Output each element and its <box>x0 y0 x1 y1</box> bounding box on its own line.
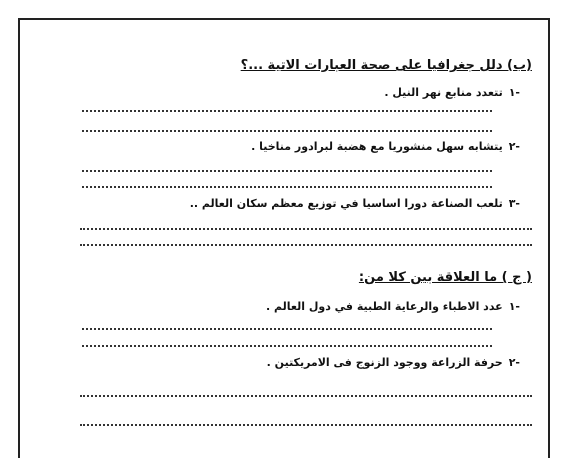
item-number: -٢ <box>508 356 520 369</box>
item-text: يتشابه سهل منشوريا مع هضبة لبرادور مناخيا . <box>251 140 503 153</box>
section-c-item-2 <box>267 356 520 369</box>
answer-line <box>82 328 492 330</box>
section-b-item-1 <box>384 86 520 99</box>
answer-line <box>82 130 492 132</box>
item-number: -١ <box>508 86 520 99</box>
item-number: -٢ <box>508 140 520 153</box>
item-text: تلعب الصناعة دورا اساسيا في توزيع معظم سكان العالم .. <box>189 197 503 210</box>
item-number: -٣ <box>508 197 520 210</box>
worksheet-page <box>18 18 550 458</box>
answer-line <box>80 244 532 246</box>
answer-line <box>82 110 492 112</box>
item-text: تتعدد منابع نهر النيل . <box>384 86 503 99</box>
item-number: -١ <box>508 300 520 313</box>
section-b-item-2 <box>251 140 520 153</box>
section-c-title: ( ج ) ما العلاقة بين كلا من: <box>358 270 532 285</box>
answer-line <box>80 228 532 230</box>
section-b-item-3 <box>190 197 520 210</box>
answer-line <box>82 170 492 172</box>
answer-line <box>82 186 492 188</box>
item-text: حرفة الزراعة ووجود الزنوج فى الامريكتين . <box>266 356 503 369</box>
section-c-item-1 <box>266 300 520 313</box>
answer-line <box>82 345 492 347</box>
item-text: عدد الاطباء والرعاية الطبية في دول العالم . <box>265 300 503 313</box>
section-b-title: (ب) دلل جغرافيا على صحة العبارات الاتية ...؟ <box>240 58 532 73</box>
answer-line <box>80 395 532 397</box>
answer-line <box>80 424 532 426</box>
